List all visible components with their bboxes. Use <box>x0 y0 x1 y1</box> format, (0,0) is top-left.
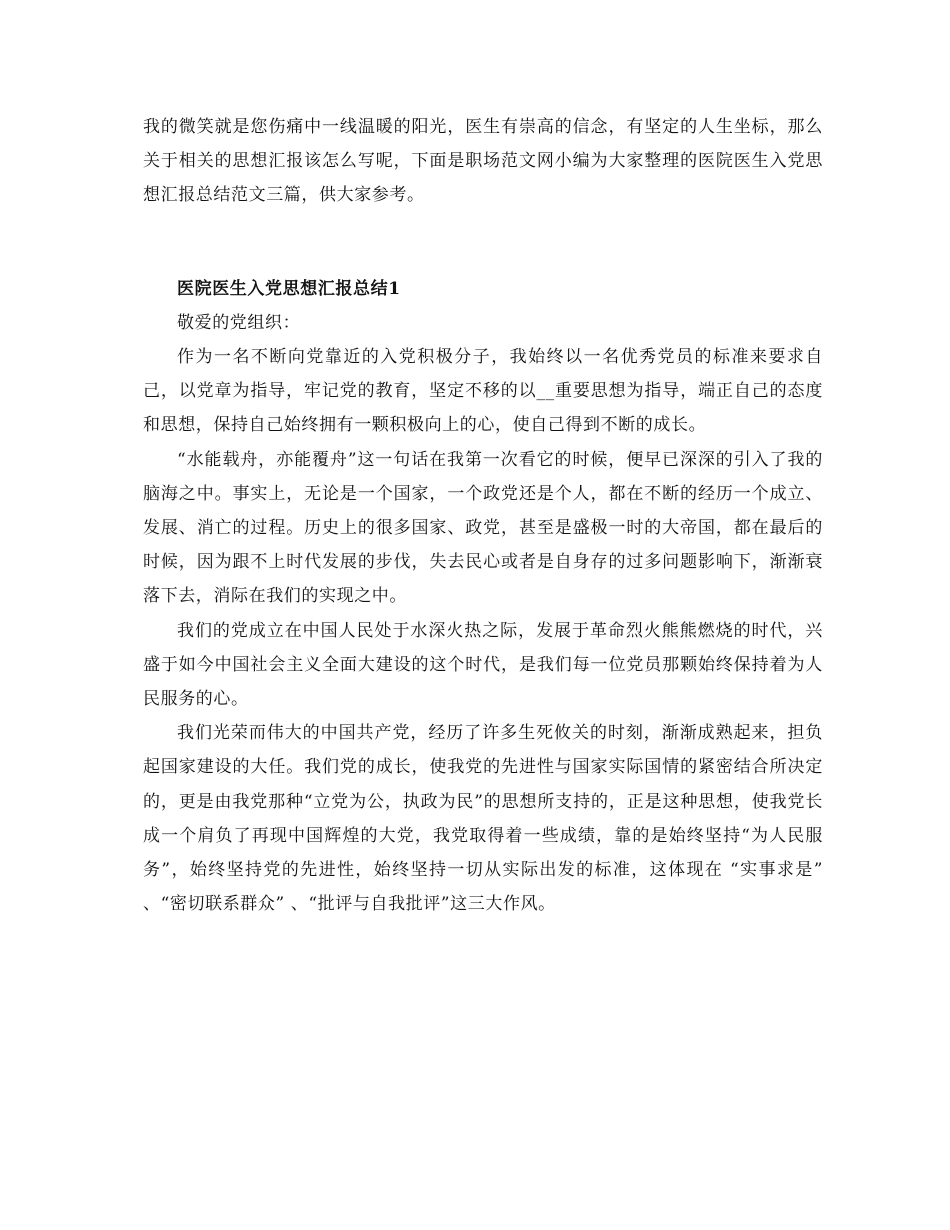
body-paragraph-3: 我们的党成立在中国人民处于水深火热之际，发展于革命烈火熊熊燃烧的时代，兴盛于如今中国社会主义全面大建设的这个时代，是我们每一位党员那颗始终保持着为人民服务的心。 <box>143 620 823 710</box>
document-body <box>143 110 823 921</box>
salutation: 敬爱的党组织： <box>177 312 301 333</box>
section-title: 医院医生入党思想汇报总结1 <box>177 278 401 299</box>
body-paragraph-2: “水能载舟，亦能覆舟”这一句话在我第一次看它的时候，便早已深深的引入了我的脑海之中。事实上，无论是一个国家，一个政党还是个人，都在不断的经历一个成立、发展、消亡的过程。历史上的很多国家、政党，甚至是盛极一时的大帝国，都在最后的时候，因为跟不上时代发展的步伐，失去民心或者是自身存的过多问题影响下，渐渐衰落下去，消际在我们的实现之中。 <box>143 449 823 607</box>
body-paragraph-1: 作为一名不断向党靠近的入党积极分子，我始终以一名优秀党员的标准来要求自己，以党章为指导，牢记党的教育，坚定不移的以__重要思想为指导，端正自己的态度和思想，保持自己始终拥有一颗积极向上的心，使自己得到不断的成长。 <box>143 347 823 436</box>
body-paragraph-4: 我们光荣而伟大的中国共产党，经历了许多生死攸关的时刻，渐渐成熟起来，担负起国家建设的大任。我们党的成长，使我党的先进性与国家实际国情的紧密结合所决定的，更是由我党那种“立党为公，执政为民”的思想所支持的，正是这种思想，使我党长成一个肩负了再现中国辉煌的大党，我党取得着一些成绩，靠的是始终坚持“为人民服务”，始终坚持党的先进性，始终坚持一切从实际出发的标准，这体现在 “实事求是” 、“密切联系群众” 、“批评与自我批评”这三大作风。 <box>143 723 823 915</box>
intro-paragraph: 我的微笑就是您伤痛中一线温暖的阳光，医生有崇高的信念，有坚定的人生坐标，那么关于相关的思想汇报该怎么写呢，下面是职场范文网小编为大家整理的医院医生入党思想汇报总结范文三篇，供大家参考。 <box>143 117 823 206</box>
